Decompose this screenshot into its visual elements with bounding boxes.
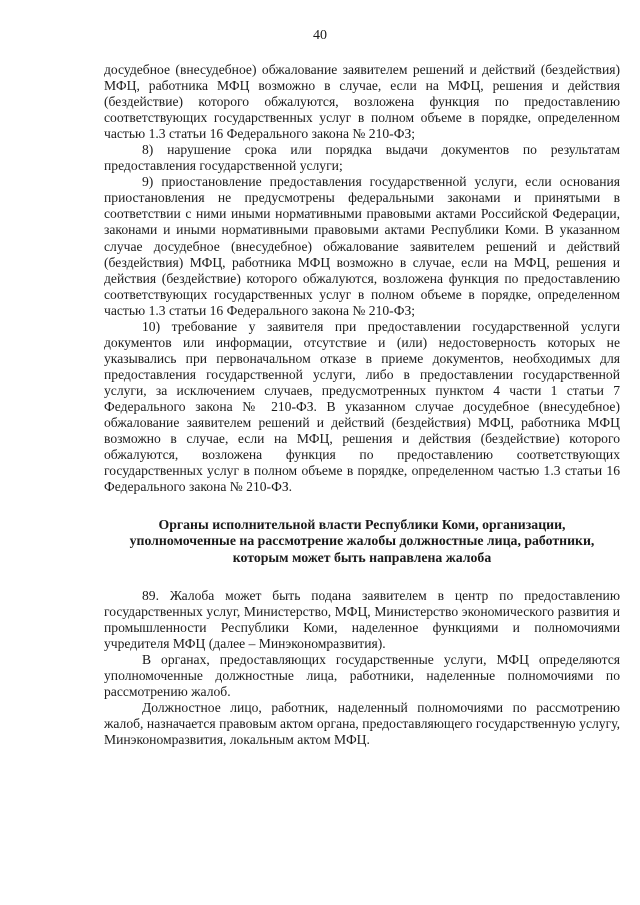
paragraph-appointment: Должностное лицо, работник, наделенный полномочиями по рассмотрению жалоб, назначается правовым актом органа, предоставляющего государственную услугу, Минэкономразвития, локальным актом МФЦ. <box>104 700 620 748</box>
paragraph-continuation: досудебное (внесудебное) обжалование заявителем решений и действий (бездействия) МФЦ, работника МФЦ возможно в случае, если на МФЦ, решения и действия (бездействие) которого обжалуются, возложена функция по предоставлению соответствующих государственных услуг в полном объеме в порядке, определенном частью 1.3 статьи 16 Федерального закона № 210-ФЗ; <box>104 62 620 142</box>
document-body <box>104 62 620 748</box>
paragraph-item-9: 9) приостановление предоставления государственной услуги, если основания приостановления не предусмотрены федеральными законами и принятыми в соответствии с ними иными нормативными правовыми актами Российской Федерации, законами и иными нормативными правовыми актами Республики Коми. В указанном случае досудебное (внесудебное) обжалование заявителем решений и действий (бездействия) МФЦ, работника МФЦ возможно в случае, если на МФЦ, решения и действия (бездействие) которого обжалуются, возложена функция по предоставлению соответствующих государственных услуг в полном объеме в порядке, определенном частью 1.3 статьи 16 Федерального закона № 210-ФЗ; <box>104 174 620 318</box>
page-number: 40 <box>313 28 327 43</box>
paragraph-officials: В органах, предоставляющих государственные услуги, МФЦ определяются уполномоченные должностные лица, работники, наделенные полномочиями по рассмотрению жалоб. <box>104 652 620 700</box>
section-heading: Органы исполнительной власти Республики Коми, организации, уполномоченные на рассмотрение жалобы должностные лица, работники, которым может быть направлена жалоба <box>129 517 595 565</box>
paragraph-item-10: 10) требование у заявителя при предоставлении государственной услуги документов или информации, отсутствие и (или) недостоверность которых не указывались при первоначальном отказе в приеме документов, необходимых для предоставления государственной услуги, либо в предоставлении государственной услуги, за исключением случаев, предусмотренных пунктом 4 части 1 статьи 7 Федерального закона № 210-ФЗ. В указанном случае досудебное (внесудебное) обжалование заявителем решений и действий (бездействия) МФЦ, работника МФЦ возможно в случае, если на МФЦ, решения и действия (бездействие) которого обжалуются, возложена функция по предоставлению соответствующих государственных услуг в полном объеме в порядке, определенном частью 1.3 статьи 16 Федерального закона № 210-ФЗ. <box>104 318 620 495</box>
paragraph-89: 89. Жалоба может быть подана заявителем в центр по предоставлению государственных услуг, Министерство, МФЦ, Министерство экономического развития и промышленности Республики Коми, наделенное функциями и полномочиями учредителя МФЦ (далее – Минэкономразвития). <box>104 587 620 652</box>
paragraph-item-8: 8) нарушение срока или порядка выдачи документов по результатам предоставления государственной услуги; <box>104 142 620 174</box>
